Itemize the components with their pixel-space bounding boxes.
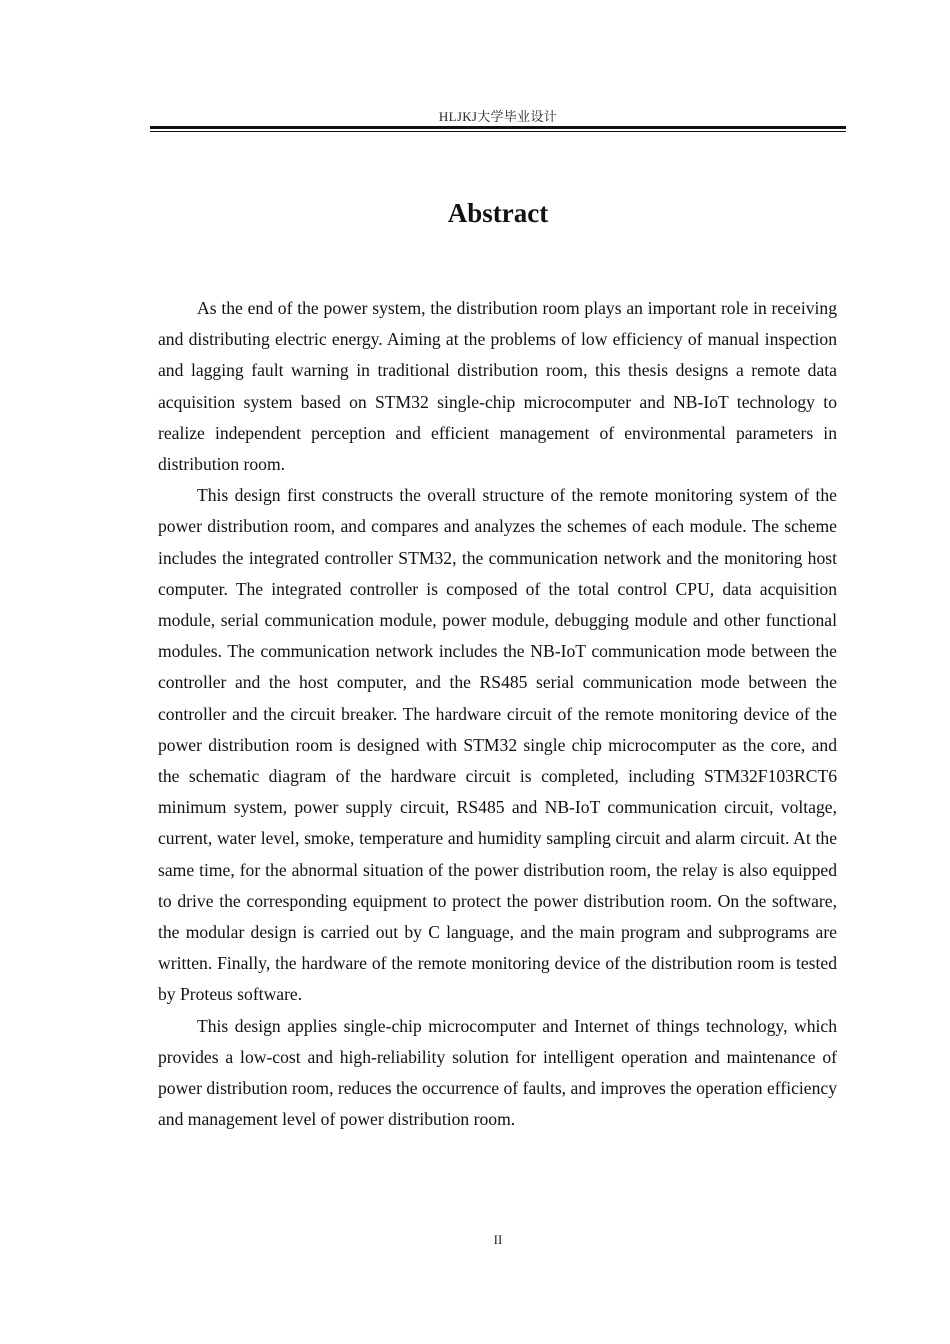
abstract-paragraph-2: This design first constructs the overall structure of the remote monitoring system of the power distribution room, and compares and analyzes the schemes of each module. The scheme includes the integrated controller STM32, the communication network and the monitoring host computer. The integrated controller is composed of the total control CPU, data acquisition module, serial communication module, power module, debugging module and other functional modules. The communication network includes the NB-IoT communication mode between the controller and the host computer, and the RS485 serial communication mode between the controller and the circuit breaker. The hardware circuit of the remote monitoring device of the power distribution room is designed with STM32 single chip microcomputer as the core, and the schematic diagram of the hardware circuit is completed, including STM32F103RCT6 minimum system, power supply circuit, RS485 and NB-IoT communication circuit, voltage, current, water level, smoke, temperature and humidity sampling circuit and alarm circuit. At the same time, for the abnormal situation of the power distribution room, the relay is also equipped to drive the corresponding equipment to protect the power distribution room. On the software, the modular design is carried out by C language, and the main program and subprograms are written. Finally, the hardware of the remote monitoring device of the distribution room is tested by Proteus software. (158, 485, 837, 1005)
header-rule-thin (150, 131, 846, 132)
abstract-body (158, 293, 837, 1135)
abstract-paragraph-1: As the end of the power system, the distribution room plays an important role in receiving and distributing electric energy. Aiming at the problems of low efficiency of manual inspection and lagging fault warning in traditional distribution room, this thesis designs a remote data acquisition system based on STM32 single-chip microcomputer and NB-IoT technology to realize independent perception and efficient management of environmental parameters in distribution room. (158, 298, 837, 475)
abstract-paragraph-3: This design applies single-chip microcomputer and Internet of things technology, which provides a low-cost and high-reliability solution for intelligent operation and maintenance of power distribution room, reduces the occurrence of faults, and improves the operation efficiency and management level of power distribution room. (158, 1015, 837, 1130)
page-title: Abstract (447, 198, 549, 228)
page-number: II (493, 1232, 503, 1247)
running-header: HLJKJ大学毕业设计 (438, 109, 558, 124)
header-rule-thick (150, 126, 846, 129)
